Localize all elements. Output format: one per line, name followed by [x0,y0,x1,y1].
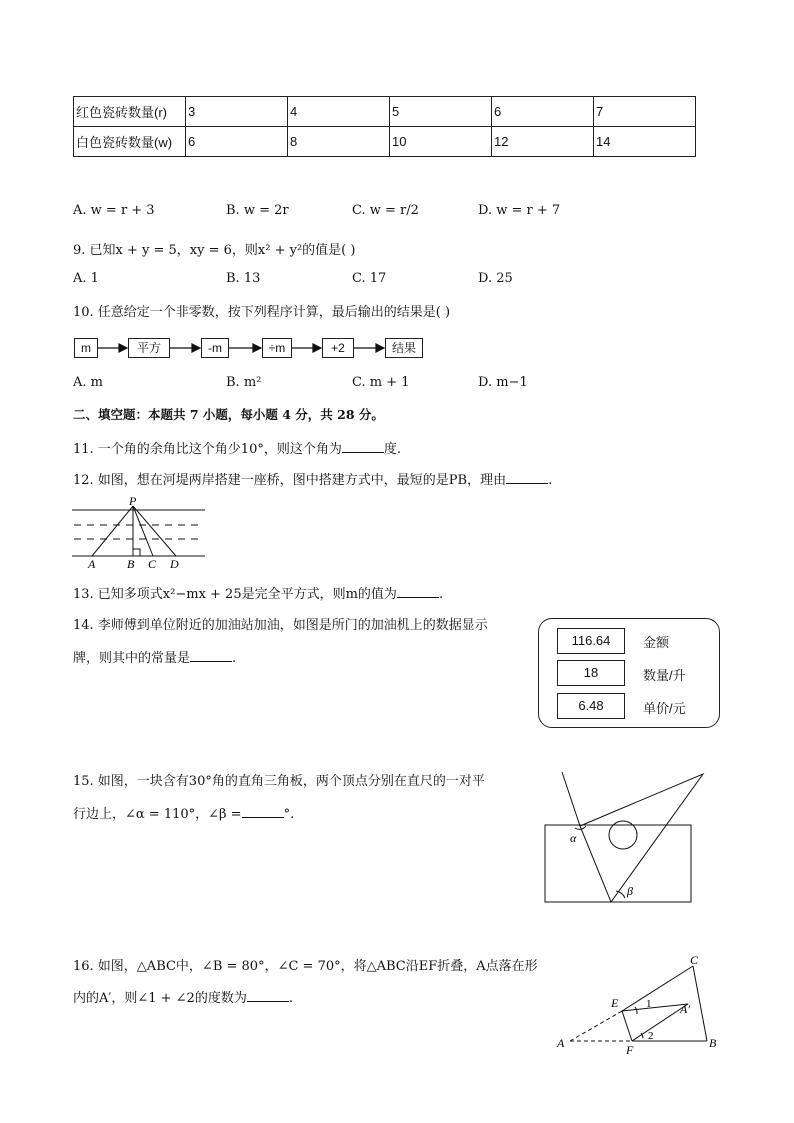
fold-triangle-figure [555,950,730,1060]
q9-option-b: B. 13 [226,271,261,286]
point-label-d: D [170,557,179,570]
q14-text: 牌，则其中的常量是 [73,651,191,666]
q10-option-d: D. m−1 [478,375,528,390]
q12-text: 12. 如图，想在河堤两岸搭建一座桥，图中搭建方式中，最短的是PB，理由 [73,473,507,488]
answer-blank[interactable] [506,471,548,484]
q11-suffix: 度. [383,442,401,457]
table-cell: 6 [186,127,288,157]
q9-option-c: C. 17 [352,271,387,286]
q15-text: 行边上，∠α = 110°，∠β = [73,807,242,822]
table-cell: 3 [186,97,288,127]
q12 [73,469,552,488]
point-label-p: P [129,494,137,508]
point-label-a: A [88,557,96,570]
table-cell: 6 [492,97,594,127]
answer-blank[interactable] [190,649,232,662]
q8-option-c: C. w = r/2 [352,203,419,218]
point-label-a-prime: A′ [680,1002,690,1016]
answer-blank[interactable] [342,440,384,453]
q14-line2 [73,647,236,666]
q8-option-b: B. w = 2r [226,203,289,218]
answer-blank[interactable] [397,585,439,598]
volume-value: 18 [557,660,625,686]
table-cell: 10 [390,127,492,157]
q16-line1: 16. 如图，△ABC中，∠B = 80°，∠C = 70°，将△ABC沿EF折叠，A点落在形 [73,959,538,974]
triangle-ruler-figure [540,770,730,910]
flow-box-input: m [74,338,98,358]
table-cell: 14 [594,127,696,157]
section-heading: 二、填空题：本题共 7 小题，每小题 4 分，共 28 分。 [73,407,384,422]
q11 [73,438,401,457]
q16-suffix: . [288,991,293,1006]
row-label: 白色瓷砖数量(w) [74,127,186,157]
unit-price-value: 6.48 [557,693,625,719]
q11-text: 11. 一个角的余角比这个角少10°，则这个角为 [73,442,342,457]
angle-1-label: 1 [646,998,652,1010]
q15-suffix: °. [283,807,295,822]
angle-beta-label: β [627,884,633,898]
q15-line2 [73,803,294,822]
table-cell: 12 [492,127,594,157]
flow-box-minus-m: -m [201,338,229,358]
q13-text: 13. 已知多项式x²−mx + 25是完全平方式，则m的值为 [73,587,397,602]
flow-box-square: 平方 [128,338,170,358]
q10-stem: 10. 任意给定一个非零数，按下列程序计算，最后输出的结果是( ) [73,305,451,320]
q10-option-c: C. m + 1 [352,375,410,390]
point-label-c: C [690,953,699,967]
point-label-b: B [127,557,135,570]
point-label-b: B [709,1036,717,1050]
fuel-pump-display [538,618,720,728]
q16-text: 内的A′，则∠1 + ∠2的度数为 [73,991,247,1006]
q12-suffix: . [548,473,553,488]
point-label-a: A [557,1036,565,1050]
amount-label: 金额 [643,635,670,650]
point-label-e: E [611,996,619,1010]
answer-blank[interactable] [242,805,284,818]
q9-option-d: D. 25 [478,271,513,286]
point-label-f: F [626,1043,634,1057]
point-label-c: C [148,557,157,570]
angle-2-label: 2 [648,1030,654,1042]
q14-suffix: . [232,651,237,666]
river-bridge-figure [68,494,213,570]
q10-option-b: B. m² [226,375,262,390]
flow-arrows [0,0,794,400]
table-cell: 7 [594,97,696,127]
angle-alpha-label: α [570,831,577,845]
q13 [73,583,443,602]
volume-label: 数量/升 [643,668,686,683]
q10-option-a: A. m [73,375,103,390]
flow-box-plus-2: +2 [322,338,354,358]
answer-blank[interactable] [247,989,289,1002]
q9-option-a: A. 1 [73,271,99,286]
q8-option-a: A. w = r + 3 [73,203,155,218]
table-cell: 8 [288,127,390,157]
q8-option-d: D. w = r + 7 [478,203,561,218]
flow-box-result: 结果 [385,338,423,358]
table-cell: 5 [390,97,492,127]
q16-line2 [73,987,293,1006]
unit-price-label: 单价/元 [643,701,686,716]
flow-box-divide-m: ÷m [262,338,292,358]
q13-suffix: . [438,587,444,602]
q9-stem: 9. 已知x + y = 5，xy = 6，则x² + y²的值是( ) [73,243,356,258]
amount-value: 116.64 [557,628,625,654]
row-label: 红色瓷砖数量(r) [74,97,186,127]
q14-line1: 14. 李师傅到单位附近的加油站加油，如图是所门的加油机上的数据显示 [73,618,488,633]
table-cell: 4 [288,97,390,127]
q15-line1: 15. 如图，一块含有30°角的直角三角板，两个顶点分别在直尺的一对平 [73,774,485,789]
